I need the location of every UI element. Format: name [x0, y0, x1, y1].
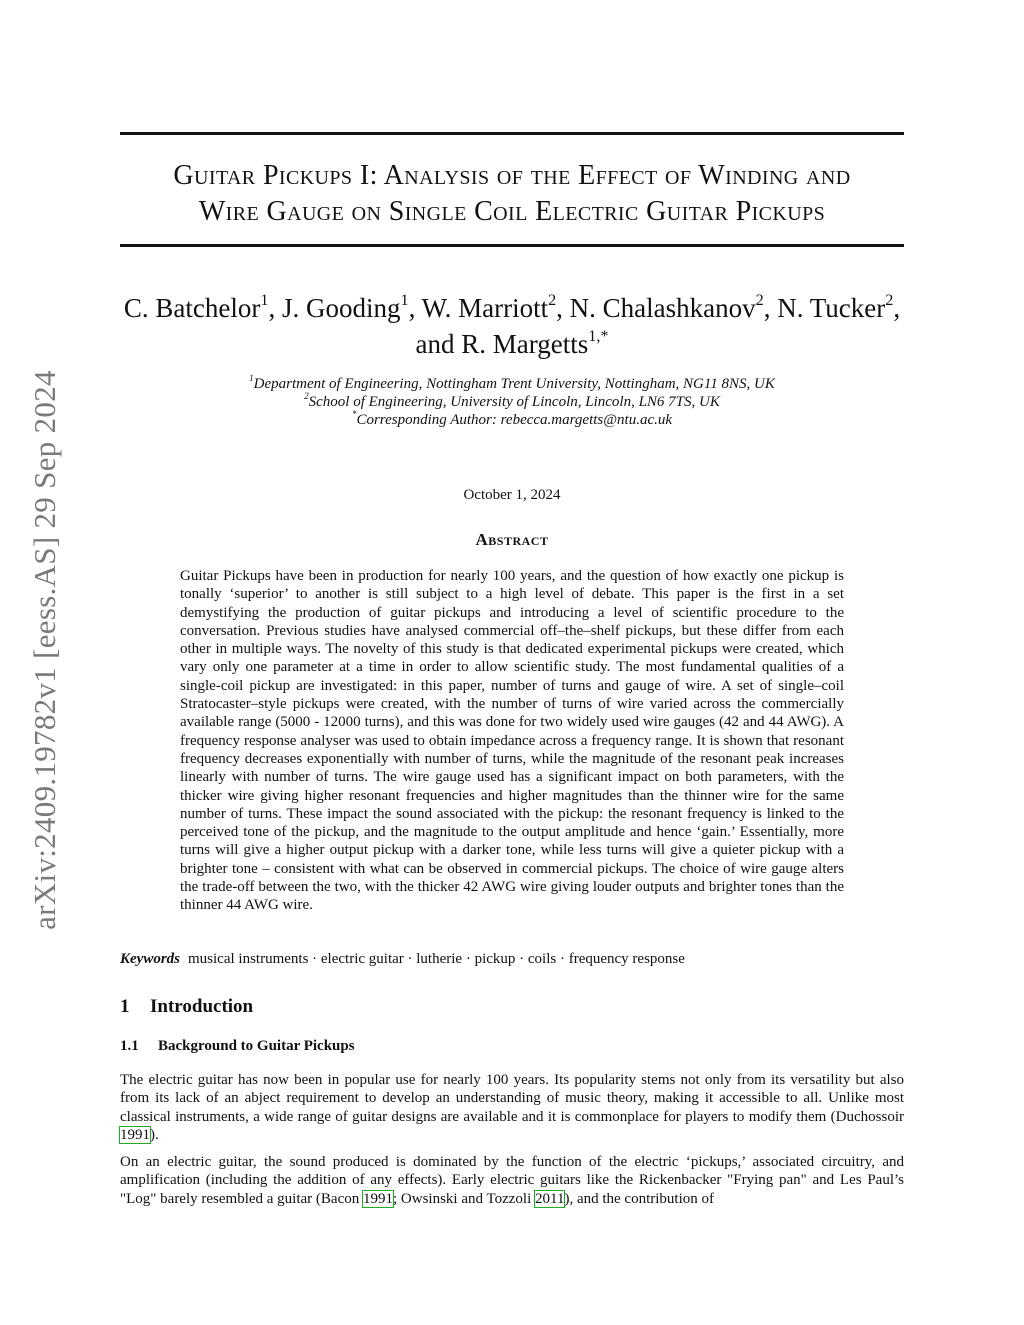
section-title: Introduction — [150, 996, 254, 1017]
citation-link[interactable]: 1991 — [120, 1127, 150, 1144]
section-number: 1 — [120, 996, 130, 1017]
author-affil-mark: 1,* — [588, 327, 609, 346]
title-line-2: Wire Gauge on Single Coil Electric Guitar Pickups — [198, 196, 826, 227]
keywords-text: musical instruments · electric guitar · lutherie · pickup · coils · frequency response — [188, 951, 685, 967]
author-name: N. Chalashkanov — [569, 293, 756, 323]
author-name: J. Gooding — [281, 293, 401, 323]
paragraph-text: ; Owsinski and Tozzoli — [393, 1190, 535, 1207]
author-list: C. Batchelor$^1$, J. Gooding$^1$, W. Marriott$^2$, N. Chalashkanov$^2$, N. Tucker$^2$, and R. Margetts$^{1,*}$ — [123, 291, 901, 359]
citation-link[interactable]: 1991 — [363, 1190, 393, 1207]
paragraph-2 — [120, 1153, 904, 1208]
author-affil-mark: 1 — [260, 291, 269, 310]
author-affil-mark: 1 — [400, 291, 409, 310]
author-name: N. Tucker — [777, 293, 886, 323]
affiliation-text: Department of Engineering, Nottingham Trent University, Nottingham, NG11 8NS, UK — [253, 376, 775, 392]
author-affil-mark: 2 — [885, 291, 894, 310]
affiliations — [120, 375, 904, 429]
paragraph-text: The electric guitar has now been in popular use for nearly 100 years. Its popularity stems not only from its versatility but also from its lack of an abject requirement to develop an understanding of music theory, making it accessible to all. Unlike most classical instruments, a wide range of guitar designs are available and it is commonplace for players to modify them (Duchossoir — [120, 1072, 904, 1125]
affiliation-text: Corresponding Author: rebecca.margetts@ntu.ac.uk — [356, 412, 673, 428]
section-heading — [120, 996, 904, 1018]
abstract-heading: Abstract — [475, 530, 549, 549]
affiliation-text: School of Engineering, University of Lincoln, Lincoln, LN6 7TS, UK — [308, 394, 720, 410]
paper-title — [120, 158, 904, 230]
author-name: C. Batchelor — [123, 293, 261, 323]
subsection-number: 1.1 — [120, 1038, 139, 1054]
title-line-1: Guitar Pickups I: Analysis of the Effect of Winding and — [173, 160, 851, 191]
affiliation-line — [120, 375, 904, 393]
paragraph-1 — [120, 1071, 904, 1145]
author-name: W. Marriott — [421, 293, 549, 323]
affiliation-line — [120, 393, 904, 411]
arxiv-sidebar-stamp — [22, 340, 68, 960]
keywords-line — [120, 951, 904, 968]
paragraph-text: On an electric guitar, the sound produced is dominated by the function of the electric ‘pickups,’ associated circuitry, and amplification (including the addition of any effects). Early electric guitars like the Rickenbacker "Frying pan" and Les Paul’s "Log" barely resembled a guitar (Bacon — [120, 1154, 904, 1207]
abstract-body: Guitar Pickups have been in production for nearly 100 years, and the question of how exactly one pickup is tonally ‘superior’ to another is still subject to a high level of debate. This paper is the first in a set demystifying the production of guitar pickups and introducing a level of scientific procedure to the conversation. Previous studies have analysed commercial off–the–shelf pickups, but these differ from each other in multiple ways. The novelty of this study is that dedicated experimental pickups were created, which vary only one parameter at a time in order to allow scientific study. The most fundamental qualities of a single-coil pickup are investigated: in this paper, number of turns and gauge of wire. A set of single–coil Stratocaster–style pickups were created, with the number of turns of wire varied across the commercially available range (5000 - 12000 turns), and this was done for two widely used wire gauges (42 and 44 AWG). A frequency response analyser was used to obtain impedance across a frequency range. It is shown that resonant frequency decreases exponentially with number of turns, while the magnitude of the resonant peak increases linearly with number of turns. The wire gauge used has a significant impact on both parameters, with the thicker wire giving higher resonant frequencies and higher magnitudes than the thinner wire for the same number of turns. These impact the sound associated with the pickup: the resonant frequency is linked to the perceived tone of the pickup, and the magnitude to the output amplitude and hence ‘gain.’ Essentially, more turns will give a higher output pickup with a darker tone, while less turns will give a quieter pickup with a brighter tone – consistent with what can be observed in commercial pickups. The choice of wire gauge alters the trade-off between the two, with the thicker 42 AWG wire giving louder outputs and brighter tones than the thinner 44 AWG wire. — [180, 568, 844, 914]
affiliation-mark: * — [351, 409, 357, 420]
paragraph-text: ), and the contribution of — [564, 1190, 714, 1207]
title-bottom-rule — [120, 244, 904, 247]
affiliation-mark: 1 — [249, 373, 254, 384]
paper-date: October 1, 2024 — [463, 487, 561, 503]
author-name: and R. Margetts — [415, 329, 589, 359]
keywords-label: Keywords — [120, 951, 180, 967]
affiliation-line — [120, 411, 904, 429]
author-affil-mark: 2 — [548, 291, 557, 310]
subsection-title: Background to Guitar Pickups — [158, 1038, 355, 1054]
title-top-rule — [120, 132, 904, 135]
affiliation-mark: 2 — [304, 391, 309, 402]
author-affil-mark: 2 — [755, 291, 764, 310]
paragraph-text: ). — [150, 1127, 159, 1144]
subsection-heading — [120, 1038, 904, 1055]
citation-link[interactable]: 2011 — [535, 1190, 565, 1207]
arxiv-identifier: arXiv:2409.19782v1 [eess.AS] 29 Sep 2024 — [27, 370, 62, 930]
